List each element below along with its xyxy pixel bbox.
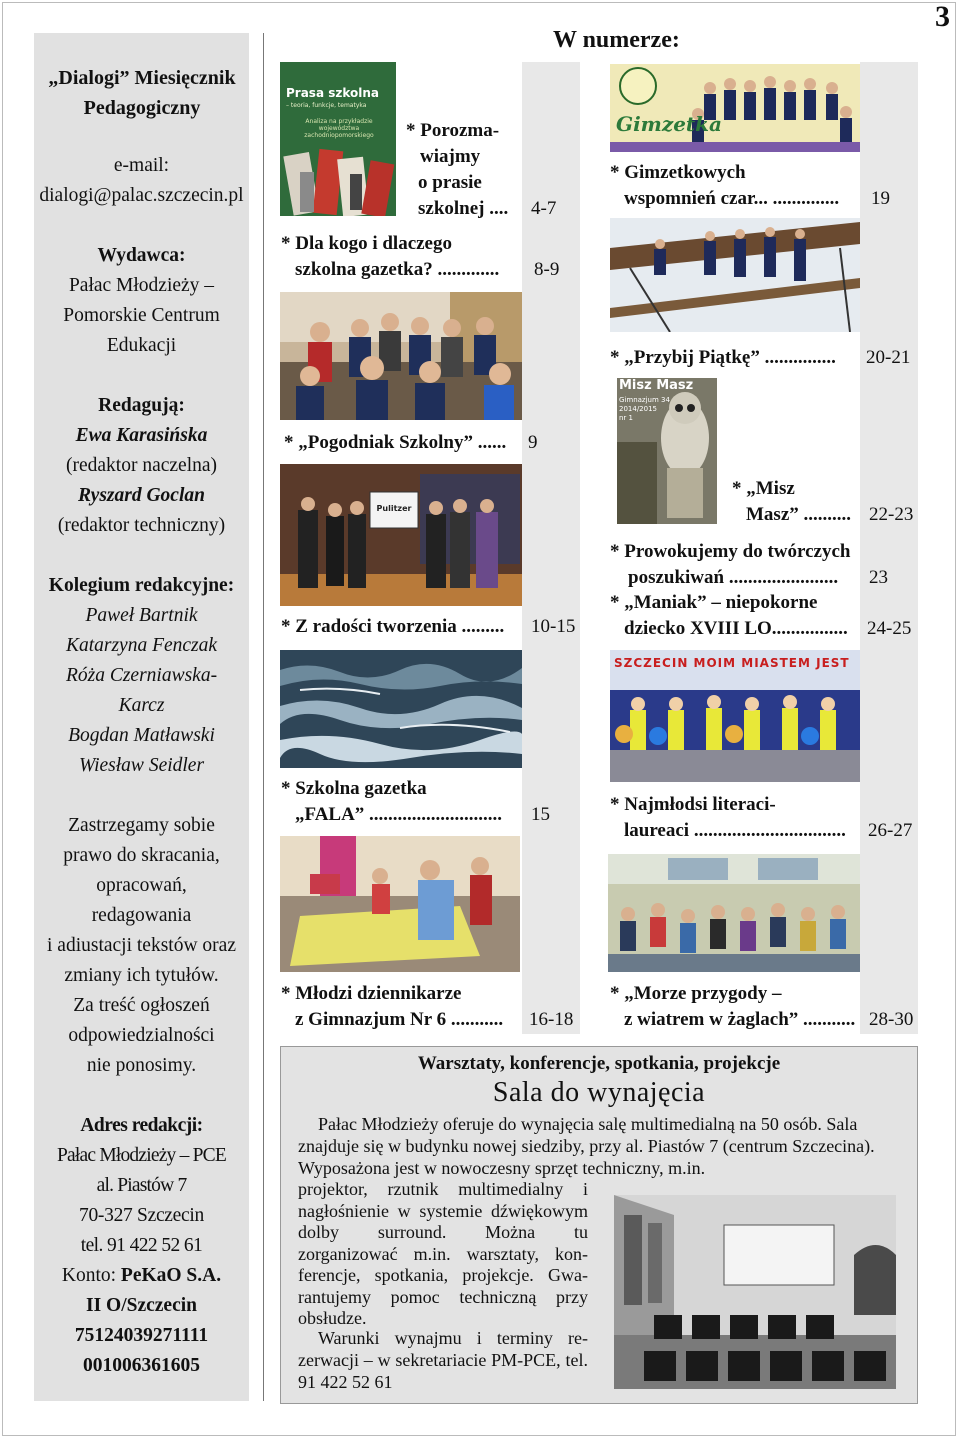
board-member: Róża Czerniawska- bbox=[65, 665, 218, 686]
disclaimer-line: odpowiedzialności bbox=[68, 1025, 215, 1046]
young-journalists-photo bbox=[280, 836, 520, 972]
address-line: 70-327 Szczecin bbox=[79, 1205, 204, 1226]
children-performance-photo bbox=[610, 650, 860, 782]
toc-entry[interactable]: * Szkolna gazetka „FALA” ............................ bbox=[281, 778, 503, 825]
toc-entry[interactable]: * „Morze przygody – z wiatrem w żaglach” ........... bbox=[610, 983, 856, 1030]
toc-page: 19 bbox=[871, 188, 890, 209]
column-divider bbox=[263, 33, 264, 1401]
toc-page: 16-18 bbox=[529, 1009, 574, 1030]
ad-paragraph: projektor, rzutnik multimedialny i nagłośnienie w systemie dźwiękowym dolby surround. Można tu zorganizować m.in. warsztaty, konferencje, spotkania, projekcje. Gwarantujemy pomoc techniczną przy obsłudze. bbox=[298, 1179, 588, 1328]
in-issue-heading: W numerze: bbox=[553, 27, 680, 53]
gimzetka-logo-text: Gimzetka bbox=[616, 112, 722, 136]
disclaimer-line: redagowania bbox=[91, 905, 192, 926]
gimzetka-cover-image bbox=[610, 64, 860, 152]
editor-name: Ewa Karasińska bbox=[75, 425, 208, 446]
toc-entry[interactable]: * Gimzetkowych wspomnień czar... .............. bbox=[610, 162, 840, 209]
toc-page: 23 bbox=[869, 567, 888, 588]
toc-page: 10-15 bbox=[531, 616, 576, 637]
toc-entry[interactable]: * Z radości tworzenia ......... bbox=[281, 616, 505, 637]
disclaimer-line: prawo do skracania, bbox=[63, 845, 220, 866]
cover-title: Prasa szkolna bbox=[286, 86, 380, 100]
board-member: Karcz bbox=[118, 695, 165, 716]
book-cover-image bbox=[280, 62, 396, 216]
address-label: Adres redakcji: bbox=[80, 1115, 203, 1136]
editor-role: (redaktor naczelna) bbox=[65, 455, 218, 476]
account-number: 001006361605 bbox=[83, 1355, 200, 1376]
toc-entry[interactable]: * Dla kogo i dlaczego szkolna gazetka? ............. bbox=[281, 233, 500, 280]
disclaimer-line: zmiany ich tytułów. bbox=[64, 965, 219, 986]
gym-audience-photo bbox=[608, 854, 860, 972]
students-group-photo bbox=[280, 292, 522, 420]
sea-waves-photo bbox=[280, 650, 522, 768]
board-member: Katarzyna Fenczak bbox=[65, 635, 218, 656]
toc-page: 22-23 bbox=[869, 504, 914, 525]
misz-masz-school: Gimnazjum 34 bbox=[619, 396, 670, 404]
bank-name: PeKaO S.A. bbox=[120, 1265, 222, 1286]
toc-page: 4-7 bbox=[531, 198, 557, 219]
misz-masz-year: 2014/2015 bbox=[619, 405, 657, 413]
pulitzer-sign: Pulitzer bbox=[376, 504, 412, 513]
ad-paragraph: Warunki wynajmu i terminy rezerwacji – w sekretariacie PM-PCE, tel. 91 422 52 61 bbox=[298, 1328, 588, 1392]
email-link[interactable]: dialogi@palac.szczecin.pl bbox=[39, 185, 244, 206]
board-member: Paweł Bartnik bbox=[85, 605, 198, 626]
disclaimer-line: i adiustacji tekstów oraz bbox=[47, 935, 236, 956]
misz-masz-title: Misz Masz bbox=[619, 378, 694, 393]
email-label: e-mail: bbox=[113, 155, 170, 176]
phone-line: tel. 91 422 52 61 bbox=[80, 1235, 203, 1256]
toc-page: 28-30 bbox=[869, 1009, 914, 1030]
room-rental-ad bbox=[280, 1046, 918, 1404]
toc-entry[interactable]: * Prowokujemy do twórczych poszukiwań ....................... bbox=[610, 541, 851, 588]
page-number: 3 bbox=[935, 0, 950, 33]
disclaimer-line: nie ponosimy. bbox=[86, 1055, 197, 1076]
toc-entry[interactable]: * Młodzi dziennikarze z Gimnazjum Nr 6 ........... bbox=[281, 983, 504, 1030]
editors-label: Redagują: bbox=[98, 395, 185, 416]
newspapers-graphic bbox=[280, 62, 396, 216]
board-member: Bogdan Matławski bbox=[68, 725, 215, 746]
toc-entry[interactable]: * Porozma- wiajmy o prasie szkolnej .... bbox=[406, 120, 509, 219]
address-line: Pałac Młodzieży – PCE bbox=[57, 1145, 226, 1166]
toc-page: 8-9 bbox=[534, 259, 560, 280]
ad-title: Sala do wynajęcia bbox=[492, 1077, 706, 1108]
board-label: Kolegium redakcyjne: bbox=[48, 575, 235, 596]
toc-page: 15 bbox=[531, 804, 550, 825]
publisher-label: Wydawca: bbox=[97, 245, 186, 266]
misz-masz-cover-image bbox=[617, 378, 717, 524]
toc-entry[interactable]: * „Pogodniak Szkolny” ...... bbox=[284, 432, 507, 453]
disclaimer-line: Zastrzegamy sobie bbox=[68, 815, 215, 836]
pulitzer-award-photo bbox=[280, 464, 522, 606]
account-label: Konto: bbox=[61, 1265, 117, 1286]
toc-entry[interactable]: * „Misz Masz” .......... bbox=[732, 478, 852, 525]
account-line bbox=[34, 1261, 249, 1291]
board-member: Wiesław Seidler bbox=[78, 755, 205, 776]
ad-header: Warsztaty, konferencje, spotkania, projekcje bbox=[417, 1053, 781, 1074]
misz-masz-number: nr 1 bbox=[619, 414, 633, 422]
ship-mast-photo bbox=[610, 218, 860, 332]
toc-entry[interactable]: * „Przybij Piątkę” ............... bbox=[610, 347, 836, 368]
publisher-name: Pałac Młodzieży – Pomorskie Centrum Edukacji bbox=[63, 275, 220, 356]
disclaimer-line: opracowań, bbox=[96, 875, 187, 896]
account-number: 75124039271111 bbox=[74, 1325, 209, 1346]
bank-branch: II O/Szczecin bbox=[85, 1295, 198, 1316]
magazine-title: „Dialogi” Miesięcznik Pedagogiczny bbox=[48, 67, 236, 119]
toc-page: 26-27 bbox=[868, 820, 913, 841]
masthead-column bbox=[34, 33, 249, 1401]
disclaimer-line: Za treść ogłoszeń bbox=[73, 995, 210, 1016]
toc-page: 24-25 bbox=[867, 618, 912, 639]
toc-entry[interactable]: * Najmłodsi literaci- laureaci ................................ bbox=[610, 794, 846, 841]
conference-room-photo bbox=[614, 1195, 896, 1389]
toc-entry[interactable]: * „Maniak” – niepokorne dziecko XVIII LO................ bbox=[610, 592, 848, 639]
editor-role: (redaktor techniczny) bbox=[57, 515, 226, 536]
toc-page: 9 bbox=[528, 432, 538, 453]
event-banner: SZCZECIN MOIM MIASTEM JEST bbox=[614, 656, 850, 670]
address-line: al. Piastów 7 bbox=[96, 1175, 187, 1196]
cover-description: Analiza na przykładzie województwa zachodniopomorskiego bbox=[304, 118, 374, 139]
editor-name: Ryszard Goclan bbox=[78, 485, 205, 506]
cover-subtitle: – teoria, funkcje, tematyka bbox=[286, 102, 367, 109]
toc-page: 20-21 bbox=[866, 347, 911, 368]
ad-paragraph: Pałac Młodzieży oferuje do wynajęcia salę multimedialną na 50 osób. Sala znajduje się w budynku nowej siedziby, przy al. Piastów 7 (centrum Szczecina). Wyposażona jest w nowoczesny sprzęt techniczny, m.in. bbox=[298, 1114, 875, 1178]
